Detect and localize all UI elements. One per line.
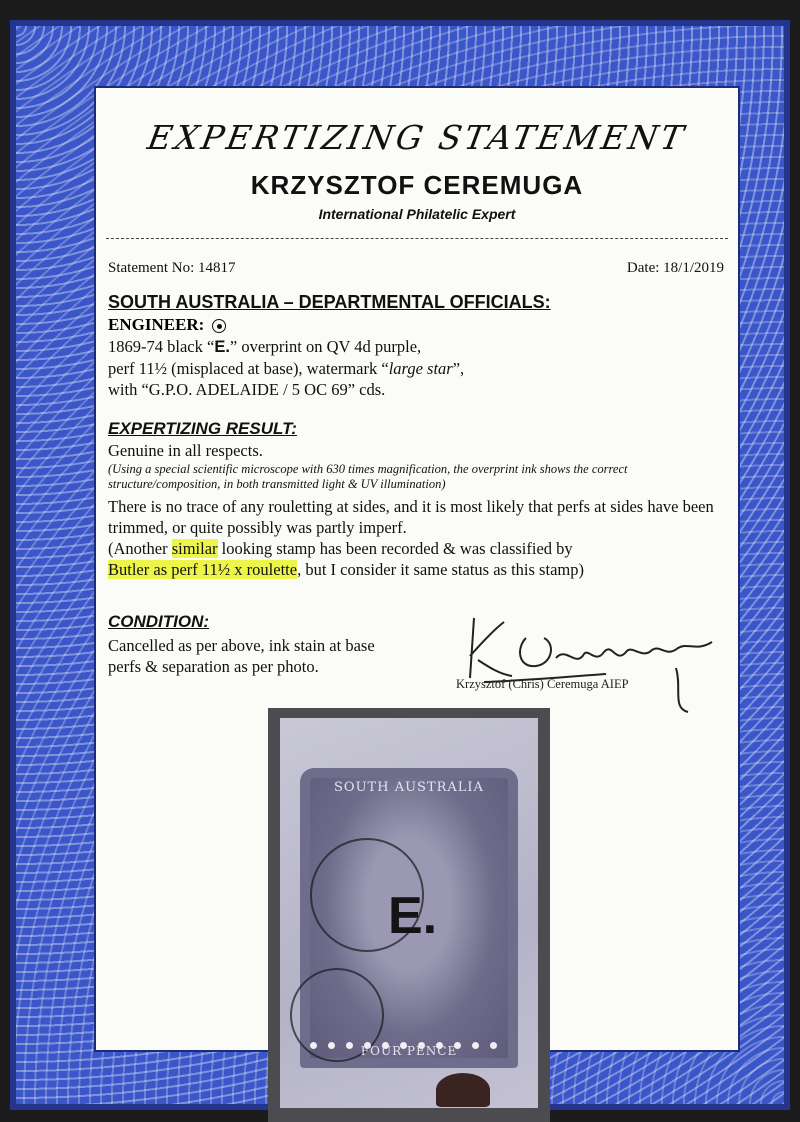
meta-row (108, 260, 724, 277)
overprint-letter: E. (214, 338, 230, 356)
desc-text: 1869-74 black “ (108, 337, 215, 356)
handwritten-signature (456, 608, 726, 718)
statement-number: Statement No: 14817 (108, 260, 236, 276)
stamp-value-text: FOUR PENCE (360, 1044, 458, 1058)
watermark-name: large star (388, 359, 453, 378)
result-heading: EXPERTIZING RESULT: (108, 419, 297, 438)
highlighted-text: similar (171, 539, 218, 558)
butler-text: , but I consider it same status as this stamp) (297, 560, 584, 579)
another-text: looking stamp has been recorded & was classified by (217, 539, 573, 558)
stamp-country-text: SOUTH AUSTRALIA (334, 780, 484, 795)
used-symbol-icon (212, 319, 226, 333)
item-description (108, 336, 728, 400)
highlighted-text: Butler as perf 11½ x roulette (108, 560, 298, 579)
desc-text: perf 11½ (misplaced at base), watermark “ (108, 359, 389, 378)
signatory-name: Krzysztof (Chris) Ceremuga AIEP (456, 677, 629, 691)
statement-date: Date: 18/1/2019 (626, 260, 724, 276)
stamp-photo (268, 708, 550, 1122)
another-text: (Another (108, 539, 172, 558)
ink-stain (436, 1073, 490, 1107)
header-divider (106, 238, 728, 239)
engineer-heading (108, 315, 226, 335)
desc-text: with “G.P.O. ADELAIDE / 5 OC 69” cds. (108, 380, 386, 399)
expert-name: KRZYSZTOF CEREMUGA (250, 170, 584, 200)
stamp-paper (280, 718, 538, 1108)
result-verdict: Genuine in all respects. (108, 441, 263, 460)
country-heading: SOUTH AUSTRALIA – DEPARTMENTAL OFFICIALS: (108, 292, 551, 312)
desc-text: ”, (452, 359, 465, 378)
condition-text (108, 635, 375, 677)
condition-heading: CONDITION: (108, 612, 210, 631)
trace-text: There is no trace of any rouletting at sides, and it is most likely that perfs at sides have been trimmed, or quite possibly was partly imperf. (108, 497, 714, 537)
engineer-label: ENGINEER: (108, 315, 205, 334)
certificate-body (94, 86, 740, 1058)
certificate-title: EXPERTIZING STATEMENT (144, 118, 690, 157)
result-details (108, 496, 728, 580)
desc-text: ” overprint on QV 4d purple, (229, 337, 422, 356)
expert-subtitle: International Philatelic Expert (318, 206, 516, 222)
condition-line: Cancelled as per above, ink stain at base (108, 636, 375, 655)
stamp-overprint: E. (388, 887, 438, 945)
certificate-border (10, 20, 790, 1110)
condition-line: perfs & separation as per photo. (108, 657, 319, 676)
result-note: (Using a special scientific microscope with 630 times magnification, the overprint ink shows the correct structure/composition, in both transmitted light & UV illumination) (108, 462, 628, 491)
